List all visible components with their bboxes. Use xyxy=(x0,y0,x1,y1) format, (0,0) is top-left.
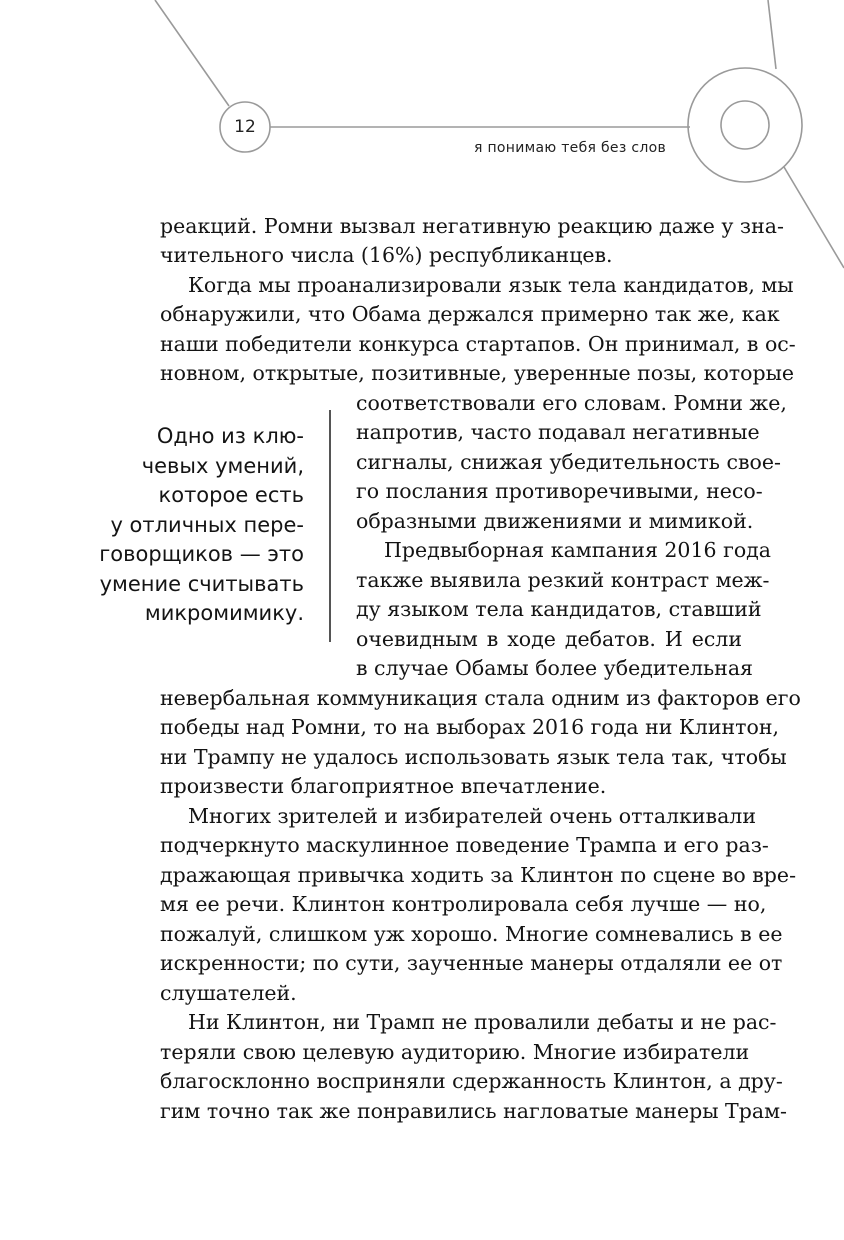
running-title: я понимаю тебя без слов xyxy=(474,140,666,156)
body-line: ни Трампу не удалось использовать язык тела так, чтобы xyxy=(160,745,787,769)
page-number: 12 xyxy=(234,117,256,137)
pull-quote-line: у отличных пере- xyxy=(110,512,304,537)
pull-quote-line: чевых умений, xyxy=(141,453,304,478)
body-line: Предвыборная кампания 2016 года xyxy=(384,538,772,562)
body-line: напротив, часто подавал негативные xyxy=(356,420,760,444)
body-line: пожалуй, слишком уж хорошо. Многие сомневались в ее xyxy=(160,922,783,946)
body-line: соответствовали его словам. Ромни же, xyxy=(356,391,787,415)
pull-quote-line: Одно из клю- xyxy=(156,424,304,448)
body-line: произвести благоприятное впечатление. xyxy=(160,774,607,798)
body-line: благосклонно восприняли сдержанность Клинтон, а дру- xyxy=(160,1069,783,1093)
pull-quote-line: умение считывать xyxy=(99,571,304,596)
body-line: Ни Клинтон, ни Трамп не провалили дебаты и не рас- xyxy=(188,1010,777,1034)
body-line: в случае Обамы более убедительная xyxy=(356,656,753,680)
body-line: чительного числа (16%) республиканцев. xyxy=(160,243,613,267)
body-line: победы над Ромни, то на выборах 2016 года ни Клинтон, xyxy=(160,715,780,739)
body-line: сигналы, снижая убедительность свое- xyxy=(356,450,781,474)
body-line: наши победители конкурса стартапов. Он принимал, в ос- xyxy=(160,332,796,356)
body-line: обнаружили, что Обама держался примерно так же, как xyxy=(160,302,780,326)
pull-quote-rule xyxy=(329,410,331,642)
body-line: очевидным в ходе дебатов. И если xyxy=(356,627,742,651)
pull-quote-line: которое есть xyxy=(158,483,304,507)
body-line: дражающая привычка ходить за Клинтон по сцене во вре- xyxy=(160,863,796,887)
body-line: мя ее речи. Клинтон контролировала себя лучше — но, xyxy=(160,892,767,916)
body-line: реакций. Ромни вызвал негативную реакцию даже у зна- xyxy=(160,214,784,238)
body-line: гим точно так же понравились нагловатые манеры Трам- xyxy=(160,1099,787,1123)
pull-quote-line: говорщиков — это xyxy=(99,542,304,566)
pull-quote xyxy=(78,422,304,629)
body-line: подчеркнуто маскулинное поведение Трампа и его раз- xyxy=(160,833,769,857)
body-line: слушателей. xyxy=(160,981,297,1005)
body-line: го послания противоречивыми, несо- xyxy=(356,479,763,503)
body-line: невербальная коммуникация стала одним из факторов его xyxy=(160,686,801,710)
body-line: теряли свою целевую аудиторию. Многие избиратели xyxy=(160,1040,750,1064)
pull-quote-line: микромимику. xyxy=(144,601,304,625)
body-line: новном, открытые, позитивные, уверенные позы, которые xyxy=(160,361,795,385)
body-line: ду языком тела кандидатов, ставший xyxy=(356,597,762,621)
body-line: образными движениями и мимикой. xyxy=(356,509,754,533)
body-line: искренности; по сути, заученные манеры отдаляли ее от xyxy=(160,951,783,975)
body-line: также выявила резкий контраст меж- xyxy=(356,568,770,592)
body-line: Когда мы проанализировали язык тела кандидатов, мы xyxy=(188,273,794,297)
body-line: Многих зрителей и избирателей очень отталкивали xyxy=(188,804,756,828)
